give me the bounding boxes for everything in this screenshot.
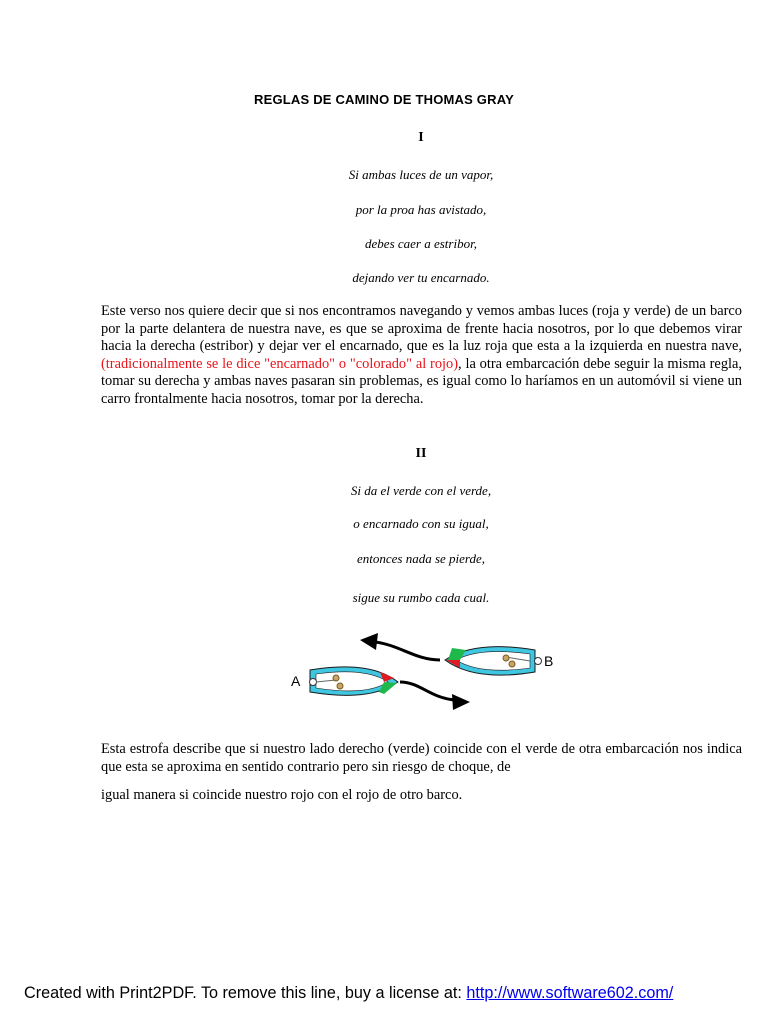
license-link[interactable]: http://www.software602.com/ [466, 984, 674, 1002]
verse-line: entonces nada se pierde, [356, 551, 486, 566]
arrow-left [375, 642, 440, 660]
label-a: A [291, 673, 301, 689]
section-numeral-1: I [418, 130, 424, 145]
paragraph-text: Este verso nos quiere decir que si nos encontramos navegando y vemos ambas luces (roja y verde) de un barco por la parte delantera de nuestra nave, es que se aproxima de frente hacia nosotros, por lo que debemos virar hacia la derecha (estribor) y dejar ver el encarnado, que es la luz roja que esta a la izquierda en nuestra nave, [101, 303, 742, 355]
explanation-paragraph-2: Esta estrofa describe que si nuestro lado derecho (verde) coincide con el verde de otra embarcación nos indica que esta se aproxima en sentido contrario pero sin riesgo de choque, de [101, 741, 742, 775]
highlighted-note: (tradicionalmente se le dice "encarnado" o "colorado" al rojo) [101, 355, 459, 372]
verse-line: Si ambas luces de un vapor, [348, 167, 494, 182]
print2pdf-footer [24, 984, 673, 1003]
arrow-right [400, 682, 455, 700]
verse-line: sigue su rumbo cada cual. [352, 590, 490, 605]
verse-line: dejando ver tu encarnado. [352, 270, 490, 285]
verse-line: Si da el verde con el verde, [350, 483, 492, 498]
explanation-paragraph-1 [101, 303, 742, 409]
arrow-head-left [360, 633, 378, 650]
arrow-head-right [452, 694, 470, 710]
explanation-paragraph-3: igual manera si coincide nuestro rojo con el rojo de otro barco. [101, 787, 463, 803]
verse-line: o encarnado con su igual, [353, 516, 489, 531]
verse-line: debes caer a estribor, [365, 236, 477, 251]
document-title: REGLAS DE CAMINO DE THOMAS GRAY [254, 92, 514, 107]
paragraph-text: , la otra embarcación debe seguir la misma regla, tomar su derecha y ambas naves pasaran sin problemas, es igual como lo haríamos en un automóvil si viene un carro frontalmente hacia nosotros, tomar por la derecha. [101, 355, 742, 407]
footer-text: Created with Print2PDF. To remove this line, buy a license at: [24, 984, 467, 1002]
verse-line: por la proa has avistado, [355, 202, 487, 217]
boat-a [310, 667, 399, 695]
label-b: B [544, 653, 554, 669]
boats-diagram [280, 620, 570, 720]
boat-b [445, 647, 542, 675]
section-numeral-2: II [415, 446, 427, 461]
